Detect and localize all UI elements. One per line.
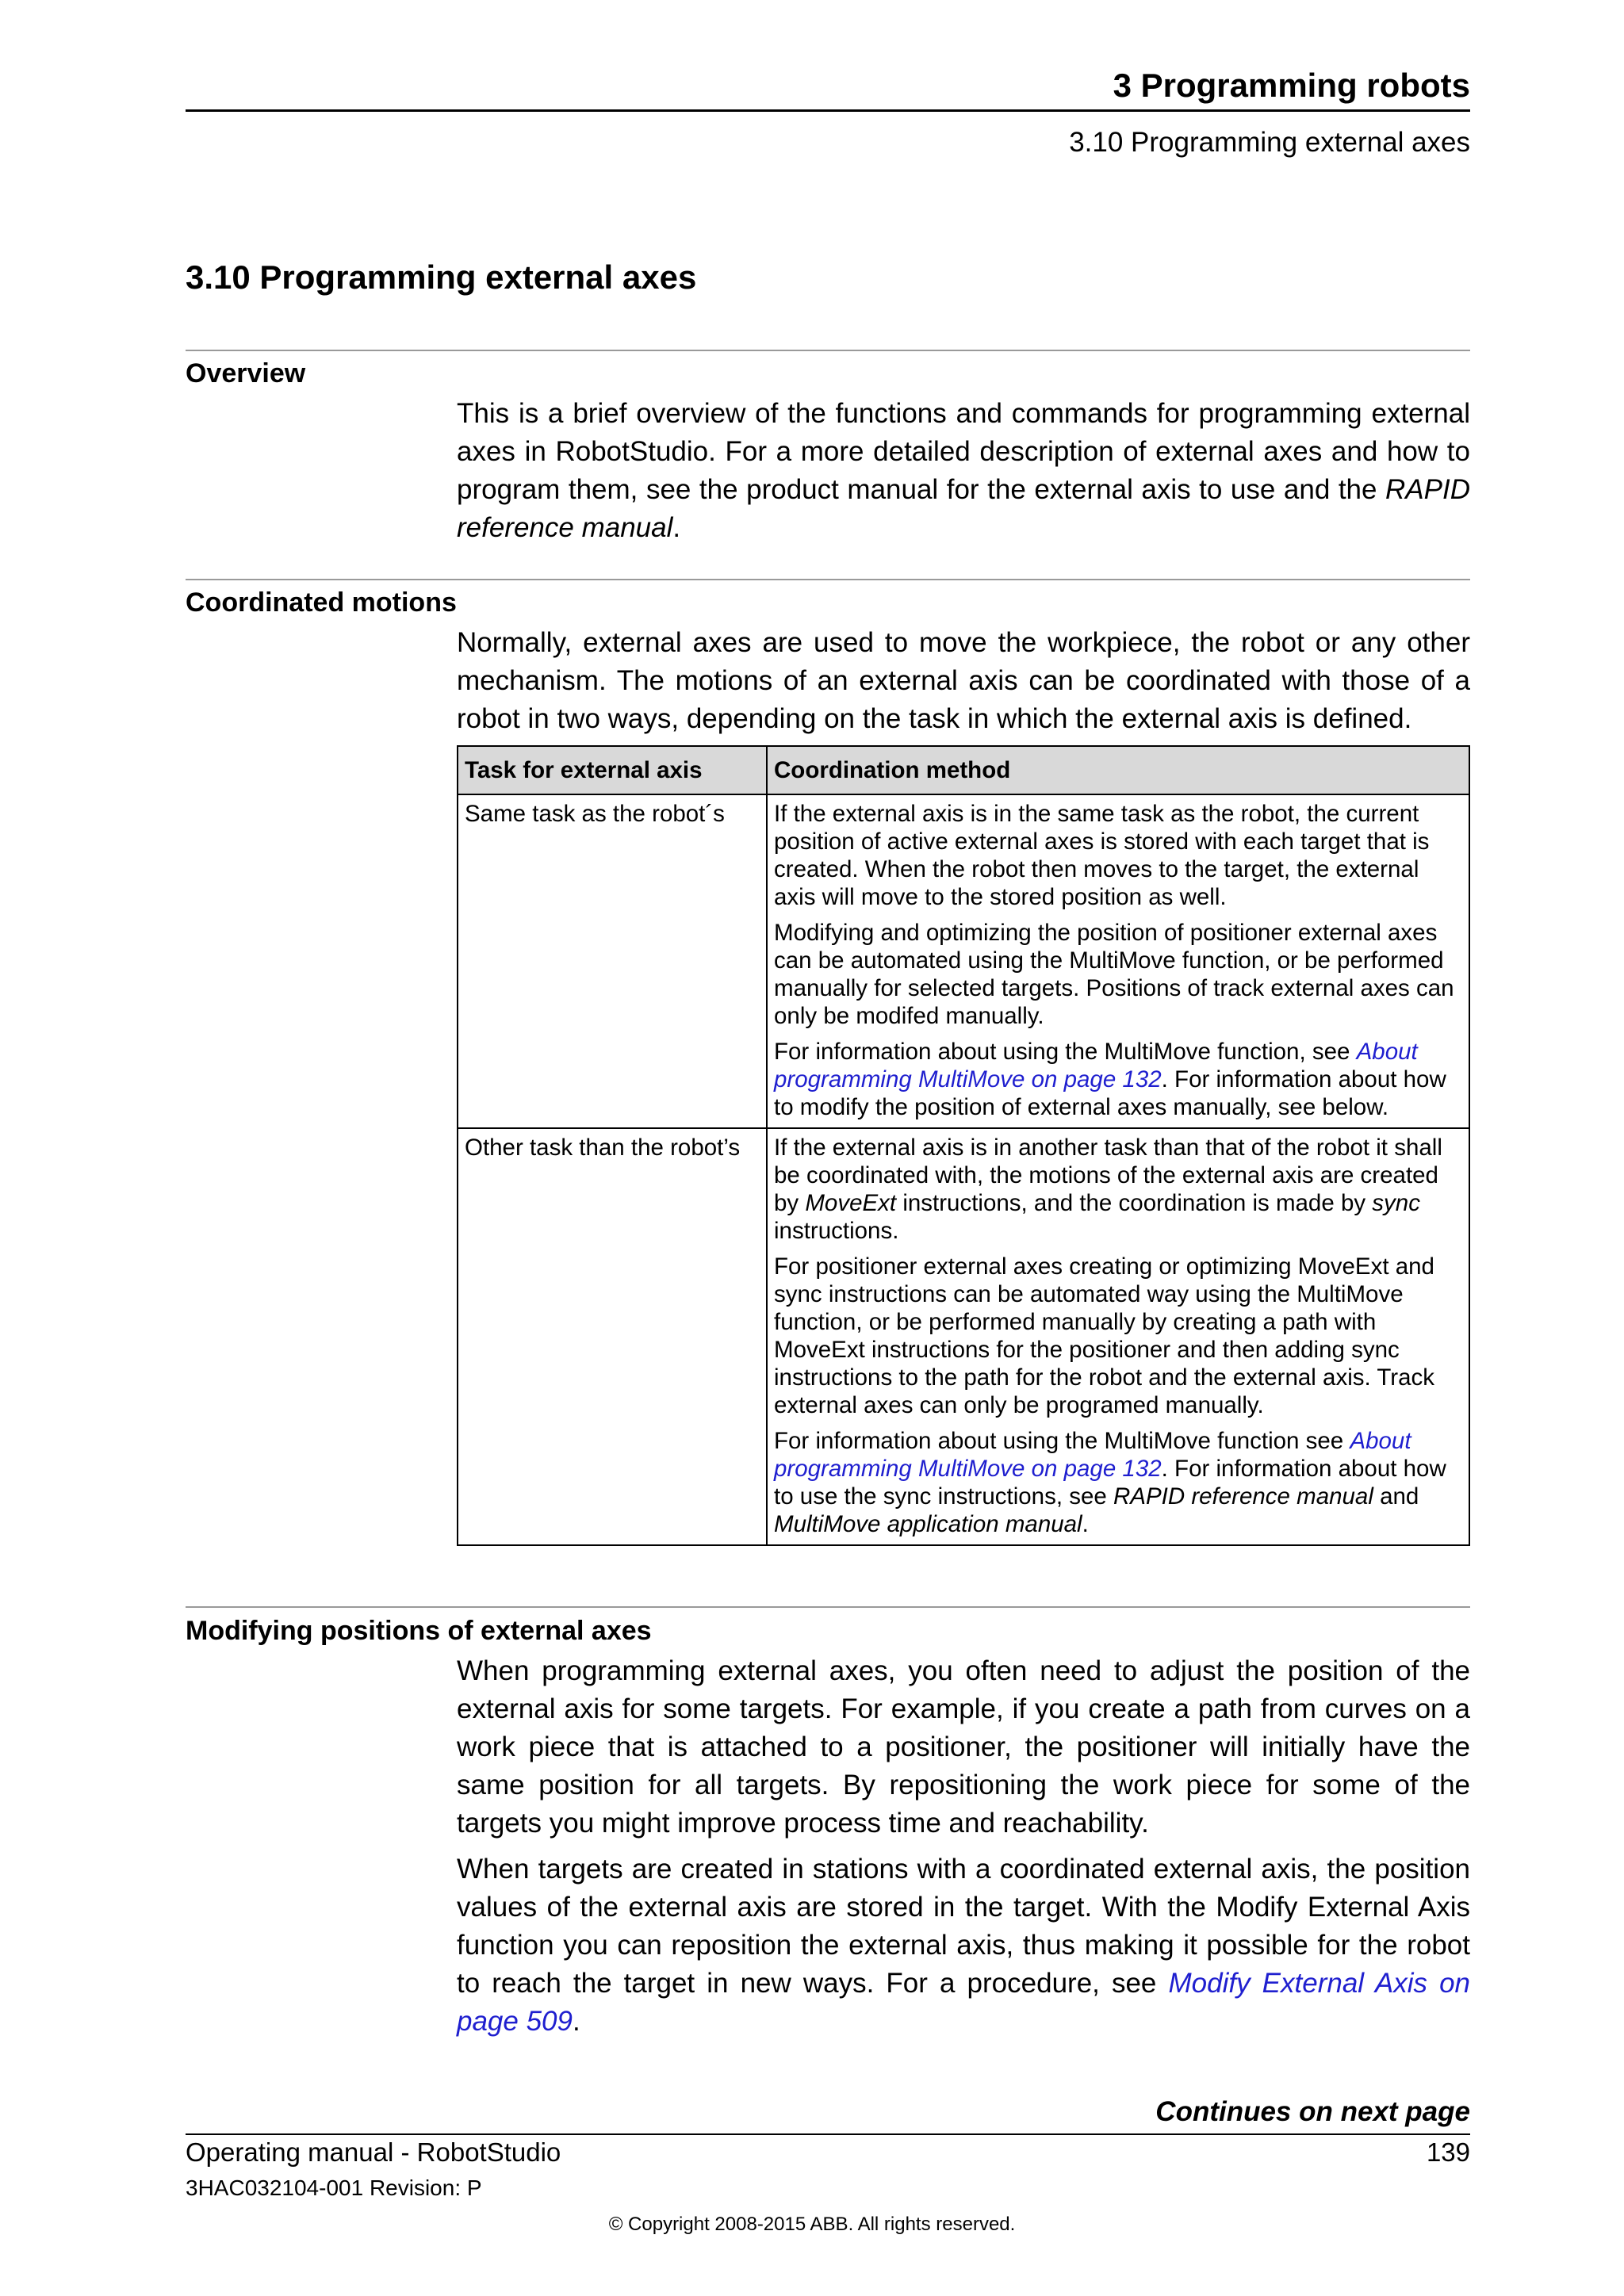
table-header-row xyxy=(458,746,1469,794)
modifying-heading: Modifying positions of external axes xyxy=(186,1616,652,1646)
table-row xyxy=(458,794,1469,1128)
multimove-link[interactable]: About programming MultiMove on page 132 xyxy=(774,1428,1411,1482)
method-cell: If the external axis is in another task than that of the robot it shall be coordinated with, the motions of the external axis are created by MoveExt instructions, and the coordination is made by sync instructions. For positioner external axes creating or optimizing MoveExt and sync instructions can be automated way using the MultiMove function, or be performed manually by creating a path with MoveExt instructions for the positioner and then adding sync instructions to the path for the robot and the external axis. Track external axes can only be programed manually. For information about using the MultiMove function see About programming MultiMove on page 132. For information about how to use the sync instructions, see RAPID reference manual and MultiMove application manual. xyxy=(767,1128,1469,1545)
copyright-notice: © Copyright 2008-2015 ABB. All rights reserved. xyxy=(608,2214,1016,2235)
method-cell: If the external axis is in the same task as the robot, the current position of active external axes is stored with each target that is created. When the robot then moves to the target, the external axis will move to the stored position as well. Modifying and optimizing the position of positioner external axes can be automated using the MultiMove function, or be performed manually for selected targets. Positions of track external axes can only be modifed manually. For information about using the MultiMove function, see About programming MultiMove on page 132. For information about how to modify the position of external axes manually, see below. xyxy=(767,794,1469,1128)
column-header-method: Coordination method xyxy=(767,746,1469,794)
multimove-link[interactable]: About programming MultiMove on page 132 xyxy=(774,1039,1418,1093)
coordinated-paragraph: Normally, external axes are used to move the workpiece, the robot or any other mechanism. The motions of an external axis can be coordinated with those of a robot in two ways, depending on the task in which the external axis is defined. xyxy=(457,627,1470,734)
modifying-paragraph: When programming external axes, you often need to adjust the position of the external axis for some targets. For example, if you create a path from curves on a work piece that is attached to a positioner, the positioner will initially have the same position for all targets. By repositioning the work piece for some of the targets you might improve process time and reachability. xyxy=(457,1655,1470,1839)
running-section-title: 3.10 Programming external axes xyxy=(1069,127,1470,158)
table-row xyxy=(458,1128,1469,1545)
modify-external-axis-link[interactable]: Modify External Axis on page 509 xyxy=(457,1968,1470,2037)
coordinated-body xyxy=(457,624,1470,746)
page-number: 139 xyxy=(1426,2137,1470,2167)
header-divider xyxy=(186,109,1470,112)
task-cell: Other task than the robot’s xyxy=(458,1128,767,1545)
footer-divider xyxy=(186,2133,1470,2135)
coordinated-divider xyxy=(186,579,1470,580)
rapid-manual-reference: RAPID reference manual xyxy=(457,474,1470,543)
overview-paragraph: This is a brief overview of the functions and commands for programming external axes in RobotStudio. For a more detailed description of external axes and how to program them, see the product manual for the external axis to use and the RAPID reference manual. xyxy=(457,398,1470,543)
overview-heading: Overview xyxy=(186,358,306,388)
coordination-table xyxy=(457,745,1470,1546)
task-cell: Same task as the robot´s xyxy=(458,794,767,1128)
modifying-divider xyxy=(186,1606,1470,1608)
page-title: 3.10 Programming external axes xyxy=(186,258,697,296)
continues-note: Continues on next page xyxy=(1155,2096,1470,2127)
chapter-title: 3 Programming robots xyxy=(1113,67,1470,104)
coordinated-heading: Coordinated motions xyxy=(186,587,457,618)
column-header-task: Task for external axis xyxy=(458,746,767,794)
manual-name: Operating manual - RobotStudio xyxy=(186,2137,561,2167)
overview-divider xyxy=(186,350,1470,351)
modifying-paragraph: When targets are created in stations with a coordinated external axis, the position values of the external axis are stored in the target. With the Modify External Axis function you can reposition the external axis, thus making it possible for the robot to reach the target in new ways. For a procedure, see Modify External Axis on page 509. xyxy=(457,1854,1470,2037)
modifying-body xyxy=(457,1652,1470,2049)
document-id: 3HAC032104-001 Revision: P xyxy=(186,2175,482,2200)
overview-body xyxy=(457,395,1470,555)
